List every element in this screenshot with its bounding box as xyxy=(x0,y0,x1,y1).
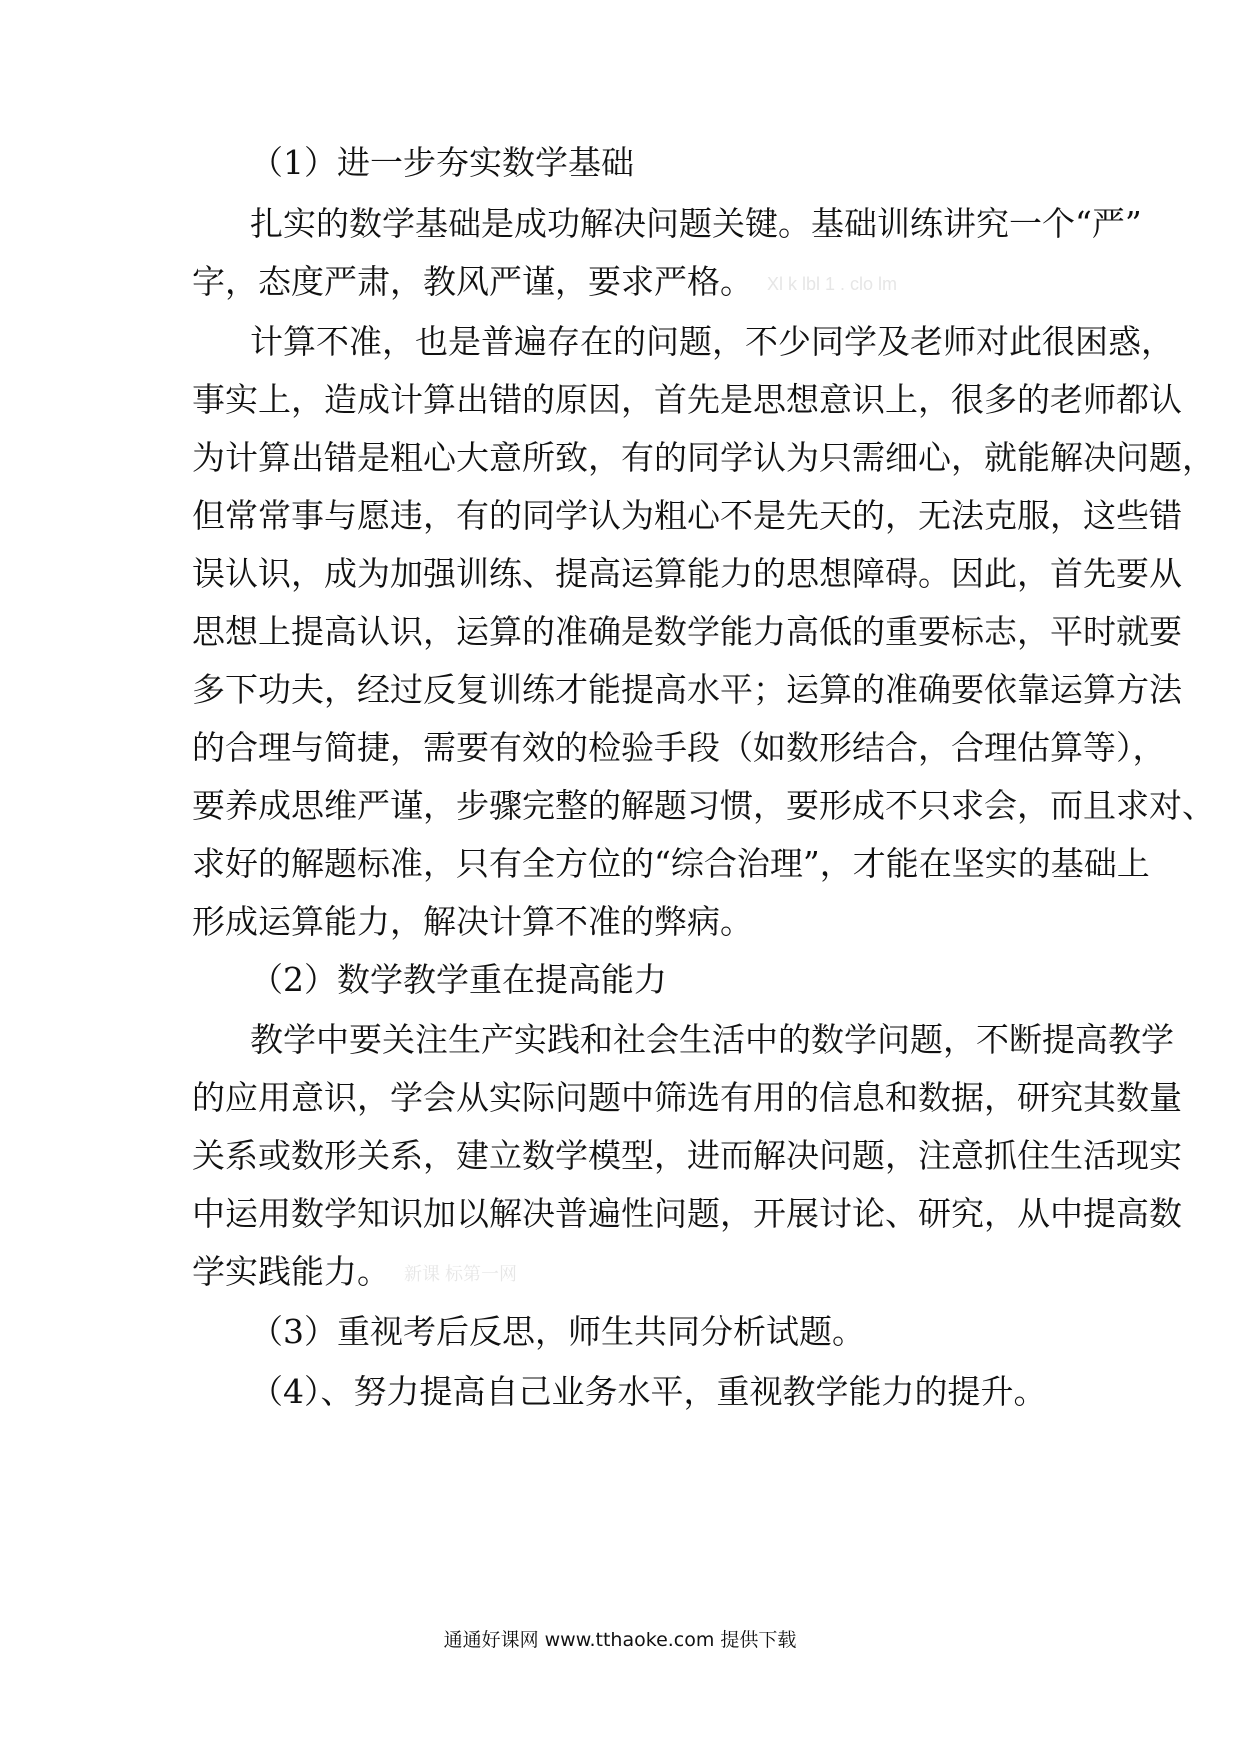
paragraph-line: 多下功夫，经过反复训练才能提高水平；运算的准确要依靠运算方法 xyxy=(192,670,1182,709)
paragraph-line xyxy=(192,1252,517,1294)
paragraph-line: 事实上，造成计算出错的原因，首先是思想意识上，很多的老师都认 xyxy=(192,380,1182,419)
paragraph-line-text: 学实践能力。 xyxy=(192,1252,390,1291)
paragraph-line: 的合理与简捷，需要有效的检验手段（如数形结合，合理估算等）， xyxy=(192,728,1166,767)
paragraph-line: 误认识，成为加强训练、提高运算能力的思想障碍。因此，首先要从 xyxy=(192,554,1182,593)
paragraph-line: 关系或数形关系，建立数学模型，进而解决问题，注意抓住生活现实 xyxy=(192,1136,1182,1175)
paragraph-line: 思想上提高认识，运算的准确是数学能力高低的重要标志，平时就要 xyxy=(192,612,1182,651)
paragraph-line xyxy=(192,262,897,304)
page-footer: 通通好课网 www.tthaoke.com 提供下载 xyxy=(443,1629,797,1651)
paragraph-line: 中运用数学知识加以解决普遍性问题，开展讨论、研究，从中提高数 xyxy=(192,1194,1182,1233)
paragraph-line: 形成运算能力，解决计算不准的弊病。 xyxy=(192,902,753,941)
paragraph-line: 计算不准，也是普遍存在的问题，不少同学及老师对此很困惑， xyxy=(250,322,1174,361)
heading-3: （3）重视考后反思，师生共同分析试题。 xyxy=(250,1312,865,1351)
paragraph-line-text: 字，态度严肃，教风严谨，要求严格。 xyxy=(192,262,753,301)
paragraph-line: 的应用意识，学会从实际问题中筛选有用的信息和数据，研究其数量 xyxy=(192,1078,1182,1117)
paragraph-line: 求好的解题标准，只有全方位的“综合治理”，才能在坚实的基础上 xyxy=(192,844,1150,883)
watermark-text: 新课 标第一网 xyxy=(404,1264,518,1284)
heading-2: （2）数学教学重在提高能力 xyxy=(250,960,667,999)
paragraph-line: 为计算出错是粗心大意所致，有的同学认为只需细心，就能解决问题， xyxy=(192,438,1215,477)
paragraph-line: 但常常事与愿违，有的同学认为粗心不是先天的，无法克服，这些错 xyxy=(192,496,1182,535)
heading-4: （4）、努力提高自己业务水平，重视教学能力的提升。 xyxy=(250,1372,1047,1411)
heading-1: （1）进一步夯实数学基础 xyxy=(250,143,634,182)
paragraph-line: 教学中要关注生产实践和社会生活中的数学问题，不断提高教学 xyxy=(250,1020,1174,1059)
watermark-text: Xl k lbl 1 . clo lm xyxy=(767,274,898,294)
paragraph-line: 要养成思维严谨，步骤完整的解题习惯，要形成不只求会，而且求对、 xyxy=(192,786,1215,825)
paragraph-line: 扎实的数学基础是成功解决问题关键。基础训练讲究一个“严” xyxy=(250,204,1142,243)
